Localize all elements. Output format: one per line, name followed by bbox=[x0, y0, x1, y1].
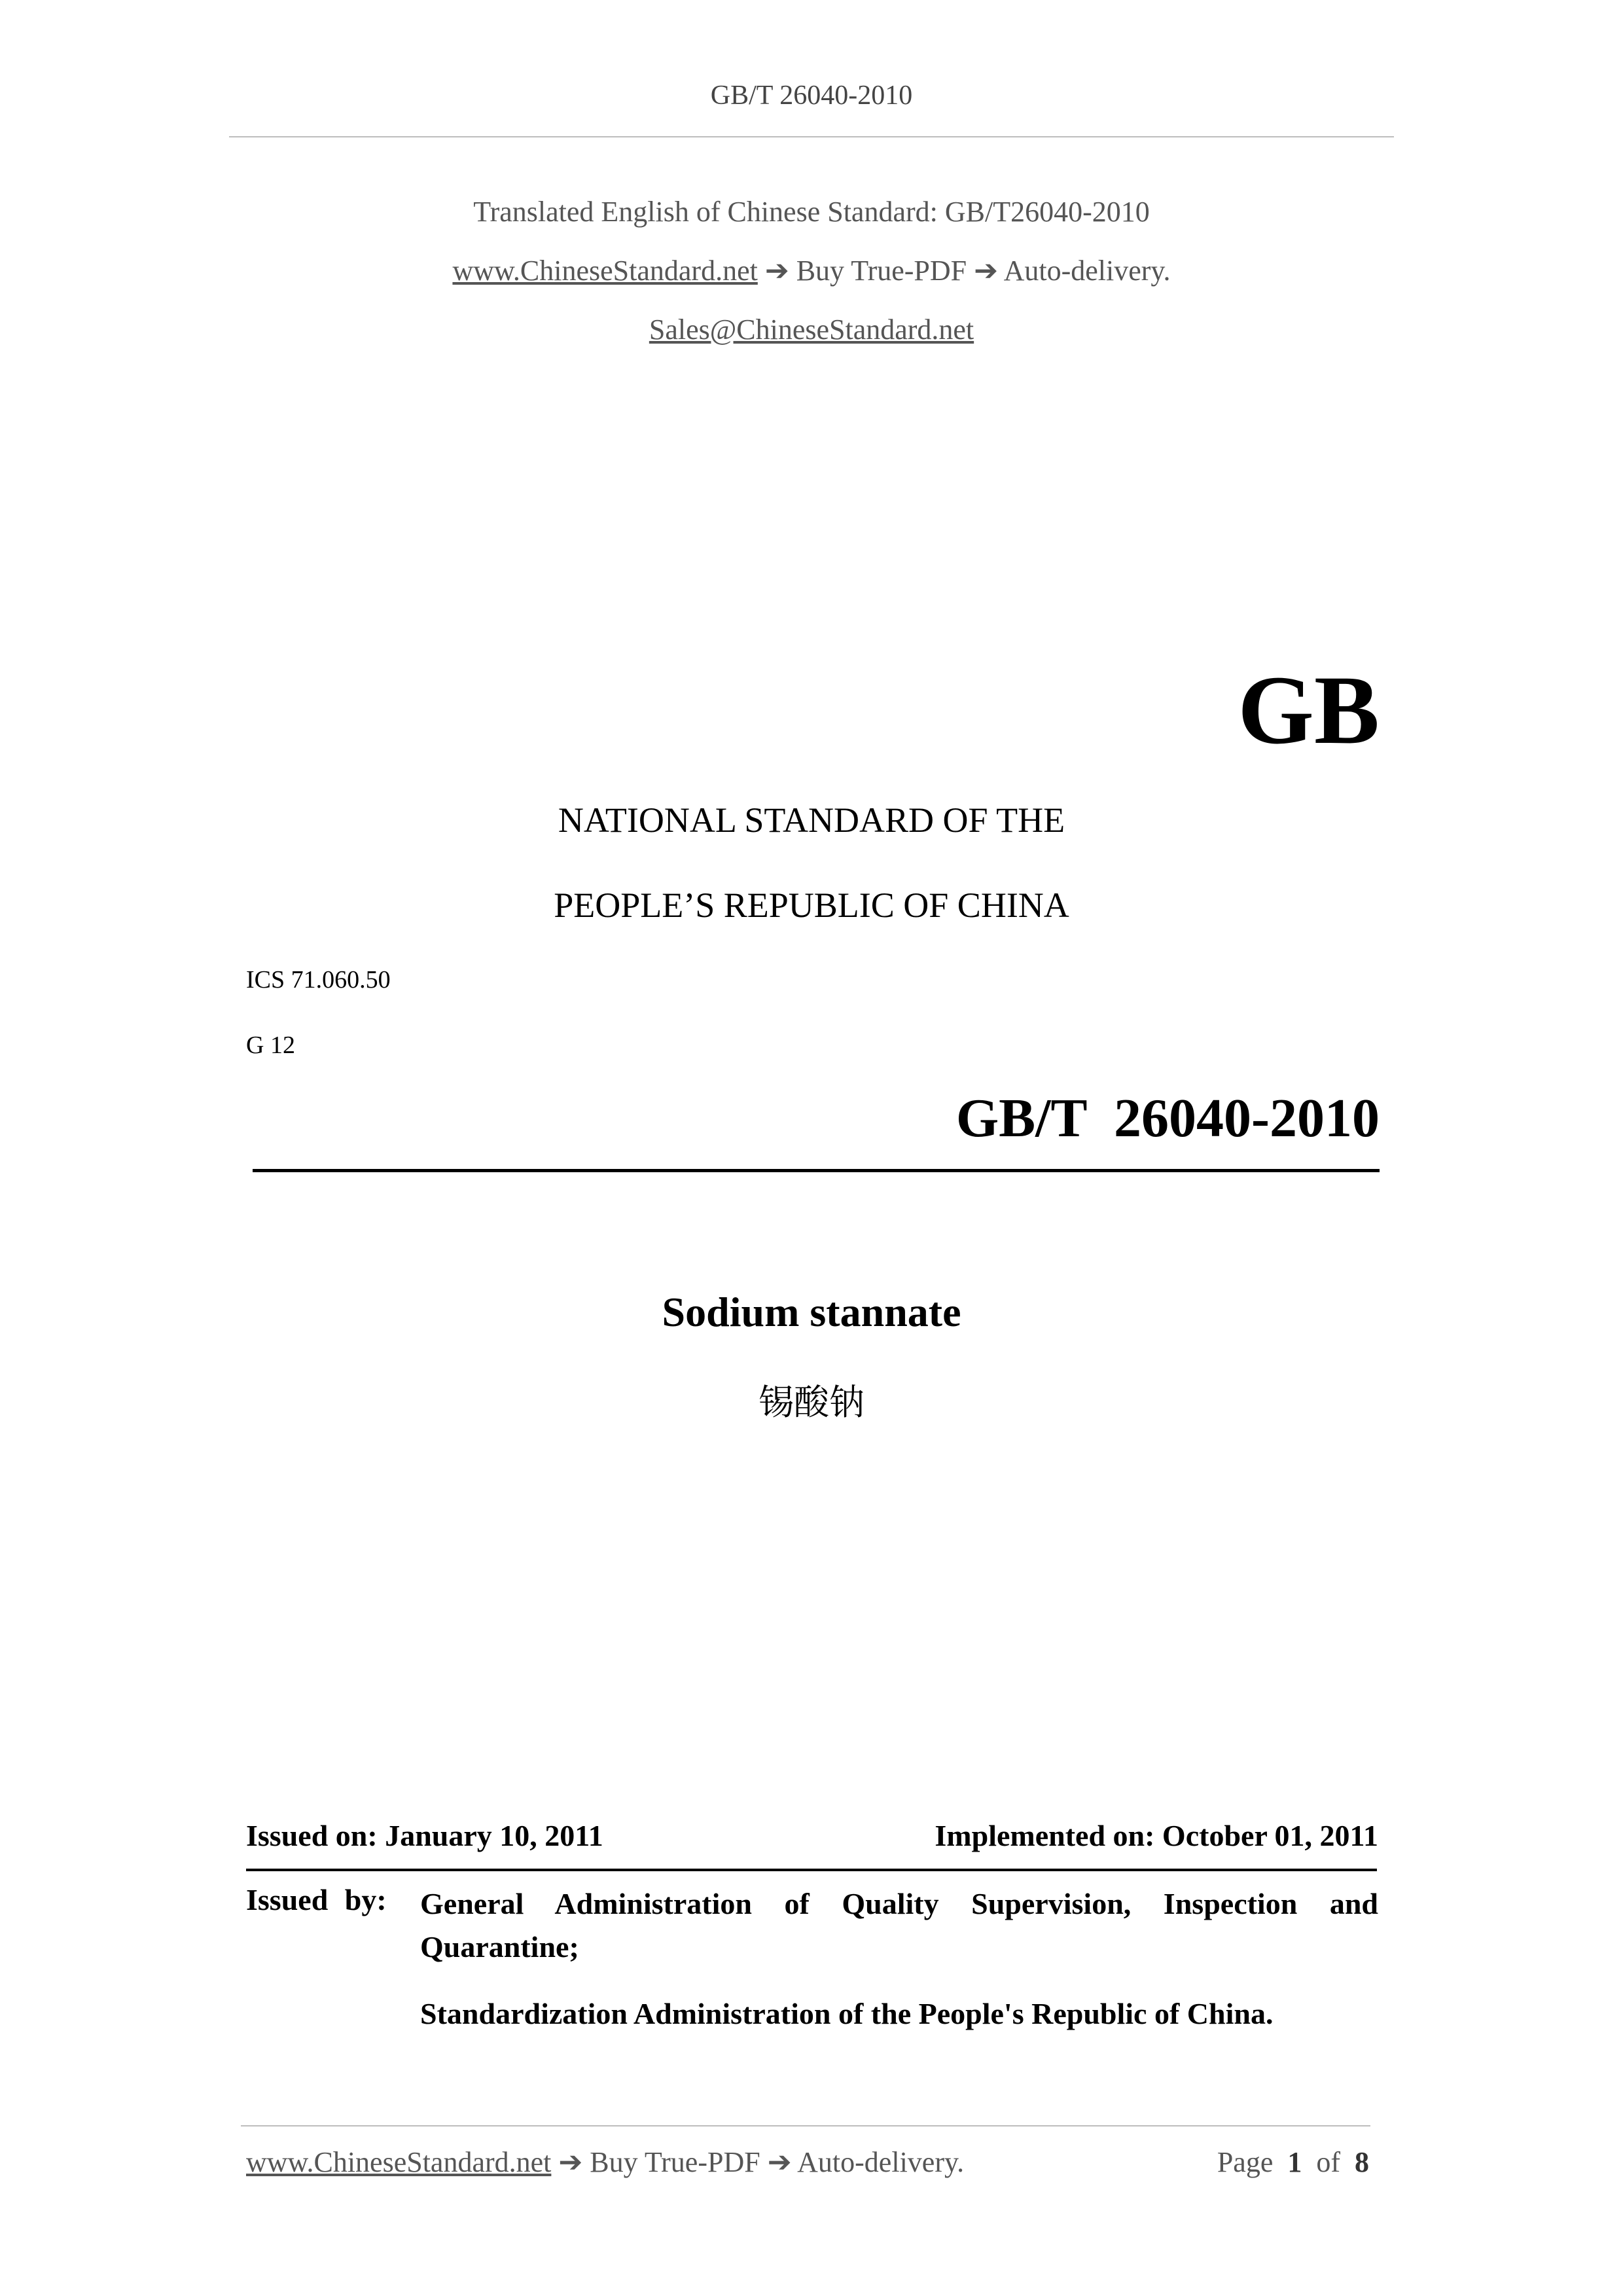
national-standard-line-2: PEOPLE’S REPUBLIC OF CHINA bbox=[554, 886, 1069, 925]
footer-divider bbox=[241, 2125, 1370, 2126]
of-label: of bbox=[1316, 2146, 1340, 2178]
header-divider bbox=[229, 136, 1394, 137]
issuing-authorities bbox=[420, 1882, 1378, 2036]
promo-line bbox=[0, 254, 1623, 287]
issued-by-label: Issued by: bbox=[246, 1883, 387, 1916]
issued-on-date: Issued on: January 10, 2011 bbox=[246, 1819, 603, 1852]
issue-divider bbox=[246, 1869, 1377, 1871]
page-total: 8 bbox=[1355, 2146, 1369, 2178]
page-number: 1 bbox=[1287, 2146, 1302, 2178]
page-indicator bbox=[1217, 2145, 1369, 2179]
page-label: Page bbox=[1217, 2146, 1274, 2178]
running-header: GB/T 26040-2010 bbox=[710, 81, 913, 111]
ics-code: ICS 71.060.50 bbox=[246, 966, 391, 994]
issuing-authority-2: Standardization Administration of the People's Republic of China. bbox=[420, 1997, 1274, 2030]
footer-delivery-text: Auto-delivery. bbox=[797, 2146, 965, 2178]
website-link[interactable]: www.ChineseStandard.net bbox=[452, 255, 758, 287]
buy-true-pdf-text: Buy True-PDF bbox=[796, 255, 967, 287]
document-title: Sodium stannate bbox=[662, 1289, 961, 1335]
footer-buy-text: Buy True-PDF bbox=[590, 2146, 760, 2178]
standard-code: GB/T 26040-2010 bbox=[955, 1088, 1380, 1149]
arrow-icon: ➔ bbox=[764, 255, 789, 287]
standard-code-divider bbox=[253, 1169, 1380, 1172]
arrow-icon: ➔ bbox=[767, 2146, 792, 2178]
footer-website-link[interactable]: www.ChineseStandard.net bbox=[246, 2146, 552, 2178]
implemented-on-date: Implemented on: October 01, 2011 bbox=[935, 1819, 1378, 1852]
arrow-icon: ➔ bbox=[558, 2146, 583, 2178]
footer-promo bbox=[246, 2145, 964, 2179]
auto-delivery-text: Auto-delivery. bbox=[1003, 255, 1171, 287]
translation-note: Translated English of Chinese Standard: GB/T26040-2010 bbox=[473, 196, 1150, 228]
national-standard-line-1: NATIONAL STANDARD OF THE bbox=[558, 800, 1065, 840]
email-line bbox=[0, 313, 1623, 346]
arrow-icon: ➔ bbox=[974, 255, 999, 287]
sales-email-link[interactable]: Sales@ChineseStandard.net bbox=[649, 314, 974, 346]
gb-logo: GB bbox=[1238, 656, 1380, 764]
document-title-chinese: 锡酸钠 bbox=[758, 1382, 865, 1423]
classification-code: G 12 bbox=[246, 1031, 295, 1059]
issuing-authority-1: General Administration of Quality Supervision, Inspection and Quarantine; bbox=[420, 1887, 1378, 1964]
